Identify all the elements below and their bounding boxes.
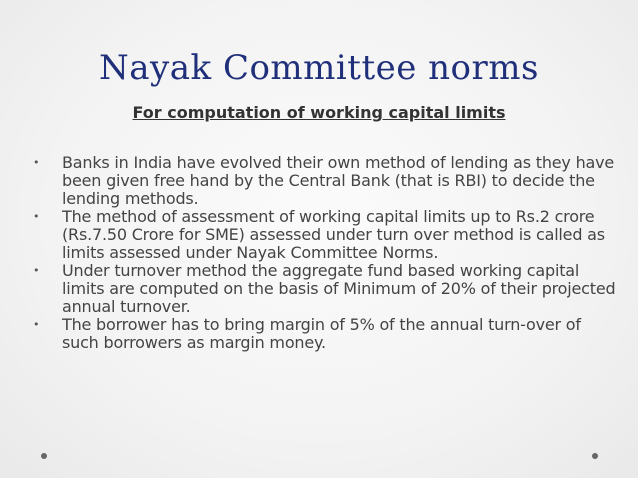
slide-subtitle: For computation of working capital limits [132, 103, 506, 122]
bullet-text: Banks in India have evolved their own method of lending as they have been given free hand by the Central Bank (that is RBI) to decide the lending methods. [62, 153, 615, 208]
corner-dot-icon [592, 453, 598, 459]
bullet-list [30, 154, 616, 352]
bullet-marker-icon: • [33, 156, 40, 169]
bullet-text: The method of assessment of working capital limits up to Rs.2 crore (Rs.7.50 Crore for SME) assessed under turn over method is called as limits assessed under Nayak Committee Norms. [62, 207, 605, 262]
slide-title: Nayak Committee norms [99, 48, 539, 88]
bullet-marker-icon: • [33, 210, 40, 223]
bullet-marker-icon: • [33, 318, 40, 331]
bullet-item [30, 262, 616, 316]
bullet-item [30, 154, 616, 208]
corner-dot-icon [41, 453, 47, 459]
bullet-item [30, 208, 616, 262]
bullet-marker-icon: • [33, 264, 40, 277]
bullet-text: The borrower has to bring margin of 5% of the annual turn-over of such borrowers as margin money. [62, 315, 581, 352]
bullet-text: Under turnover method the aggregate fund based working capital limits are computed on the basis of Minimum of 20% of their projected annual turnover. [62, 261, 616, 316]
bullet-item [30, 316, 616, 352]
